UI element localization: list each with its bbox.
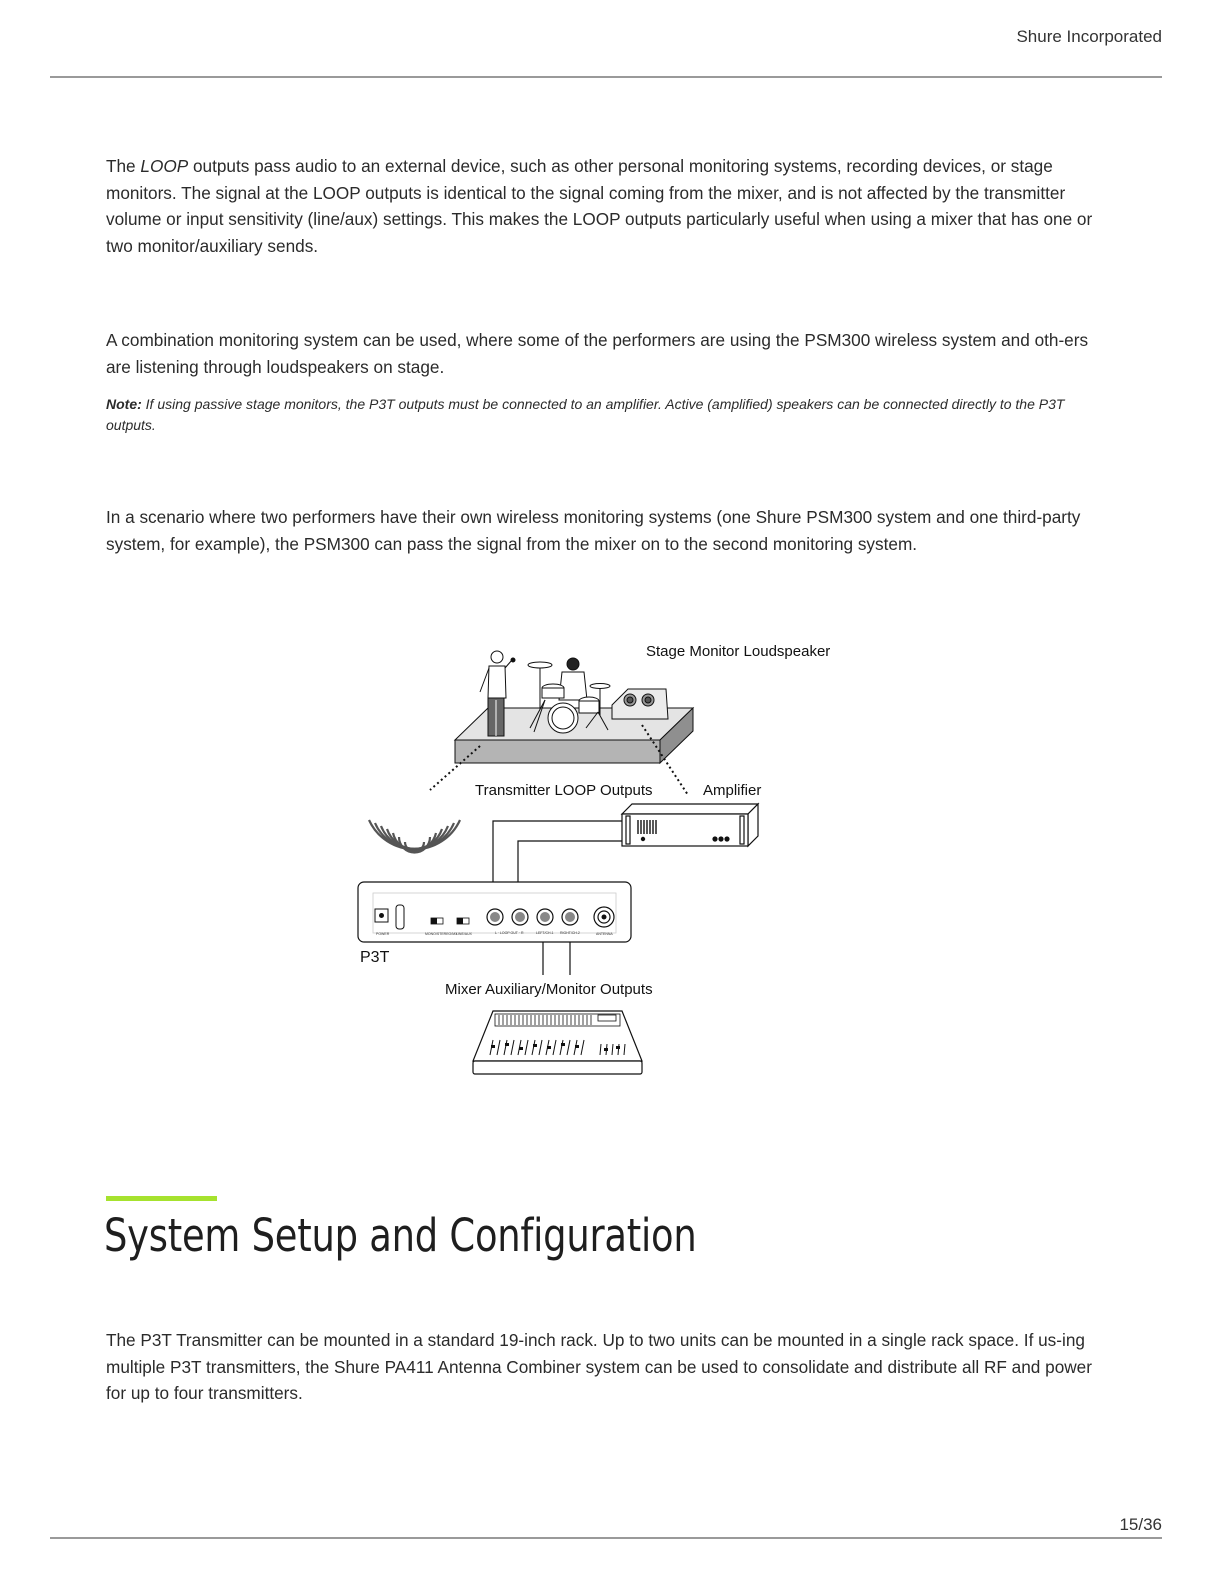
label-amplifier: Amplifier: [703, 782, 762, 799]
label-mixer-outputs: Mixer Auxiliary/Monitor Outputs: [445, 981, 653, 998]
wireless-signal-icon: [369, 820, 460, 853]
scenario-paragraph: In a scenario where two performers have their own wireless monitoring systems (one Shure PSM300 system and one third-party system, for example), the PSM300 can pass the signal from the mixer on to the second monitoring system.: [106, 507, 1081, 554]
p3t-transmitter-panel: [358, 882, 631, 942]
panel-loop-out-label: L · LOOP OUT · R: [495, 931, 524, 935]
panel-right-ch-label: RIGHT/CH.2: [560, 931, 580, 935]
header-company: Shure Incorporated: [1016, 27, 1162, 46]
loop-prefix: The: [106, 156, 141, 176]
mixer-console: [473, 1011, 642, 1074]
note-paragraph: [106, 394, 1106, 436]
panel-line-aux-label: LINE/AUX: [456, 932, 472, 936]
header-rule: [50, 76, 1162, 78]
section-accent-bar: [106, 1196, 217, 1201]
amplifier-unit: [622, 804, 758, 846]
label-stage-monitor: Stage Monitor Loudspeaker: [646, 643, 831, 660]
note-label: Note:: [106, 396, 142, 412]
page-number: 15/36: [1119, 1515, 1162, 1534]
label-p3t: P3T: [360, 949, 390, 966]
panel-power-label: POWER: [376, 932, 390, 936]
stage-monitor-wedge: [612, 689, 668, 719]
panel-mono-stereo-label: MONO/STEREO/MX: [425, 932, 458, 936]
label-transmitter-loop: Transmitter LOOP Outputs: [475, 782, 653, 799]
panel-antenna-label: ANTENNA: [596, 932, 613, 936]
section-title: System Setup and Configuration: [104, 1209, 697, 1262]
loop-outputs-paragraph: [106, 153, 1106, 259]
panel-left-ch-label: LEFT/CH.1: [536, 931, 554, 935]
note-text: If using passive stage monitors, the P3T outputs must be connected to an amplifier. Active (amplified) speakers can be connected directly to the P3T outputs.: [106, 396, 1065, 433]
setup-paragraph: The P3T Transmitter can be mounted in a standard 19-inch rack. Up to two units can be mounted in a single rack space. If us-ing multiple P3T transmitters, the Shure PA411 Antenna Combiner system can be used to consolidate and distribute all RF and power for up to four transmitters.: [106, 1330, 1092, 1403]
loop-emphasis: LOOP: [140, 156, 189, 176]
loop-output-diagram: [340, 628, 860, 1088]
combination-paragraph: A combination monitoring system can be used, where some of the performers are using the PSM300 wireless system and oth-ers are listening through loudspeakers on stage.: [106, 330, 1089, 377]
footer-rule: [50, 1537, 1162, 1539]
loop-rest: outputs pass audio to an external device, such as other personal monitoring systems, recording devices, or stage monitors. The signal at the LOOP outputs is identical to the signal coming from the mixer, and is not affected by the transmitter volume or input sensitivity (line/aux) settings. This makes the LOOP outputs particularly useful when using a mixer that has one or two monitor/auxiliary sends.: [106, 156, 1093, 256]
